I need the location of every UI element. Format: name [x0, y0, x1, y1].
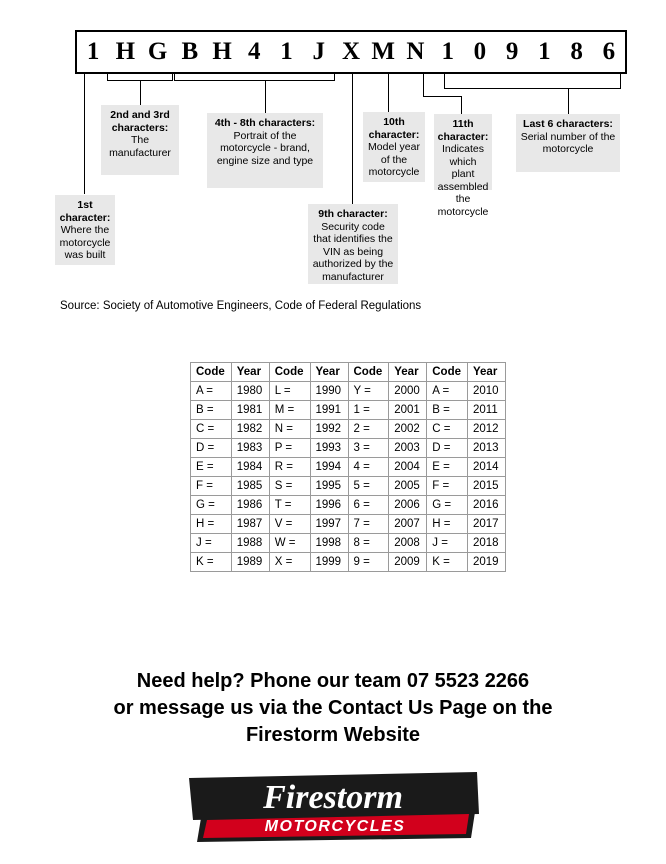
table-cell: 2007 [389, 515, 427, 534]
column-header: Year [231, 363, 269, 382]
table-cell: X = [269, 553, 310, 572]
table-cell: 1980 [231, 382, 269, 401]
callout-title: 4th - 8th characters: [214, 117, 316, 129]
table-cell: 4 = [348, 458, 389, 477]
leader-line-fourth-eighth-characters [265, 80, 266, 113]
callout-text: Indicates which plant assembled the motorcycle [437, 143, 489, 218]
table-cell: 2006 [389, 496, 427, 515]
table-cell: D = [191, 439, 232, 458]
table-cell: 2005 [389, 477, 427, 496]
bracket-tick-left [444, 74, 445, 89]
vin-character: 1 [441, 38, 454, 65]
help-line-3: Firestorm Website [245, 724, 421, 746]
table-cell: 1986 [231, 496, 269, 515]
callout-title: 10th character: [368, 116, 420, 141]
column-header: Year [468, 363, 506, 382]
table-row [191, 458, 506, 477]
table-cell: H = [427, 515, 468, 534]
table-cell: 2010 [468, 382, 506, 401]
callout-title: 11th character: [437, 118, 489, 143]
bracket-tick-left [174, 74, 175, 81]
table-cell: J = [427, 534, 468, 553]
table-cell: 2002 [389, 420, 427, 439]
table-cell: B = [191, 401, 232, 420]
callout-title: 1st character: [59, 199, 111, 224]
year-code-table [190, 362, 506, 572]
column-header: Year [310, 363, 348, 382]
table-cell: 2003 [389, 439, 427, 458]
vin-character: M [371, 38, 396, 65]
callout-title: Last 6 characters: [523, 118, 613, 130]
help-line-1: Need help? Phone our team 07 5523 2266 [136, 670, 530, 692]
table-cell: 1999 [310, 553, 348, 572]
vin-character: 0 [473, 38, 487, 65]
table-cell: 1996 [310, 496, 348, 515]
leader-line-tenth-character [388, 74, 389, 112]
vin-character: 1 [538, 38, 551, 65]
table-cell: R = [269, 458, 310, 477]
firestorm-motorcycles-logo [183, 768, 483, 848]
table-cell: 1998 [310, 534, 348, 553]
table-cell: 1 = [348, 401, 389, 420]
table-cell: 2016 [468, 496, 506, 515]
table-header-row [191, 363, 506, 382]
table-cell: J = [191, 534, 232, 553]
table-cell: 2013 [468, 439, 506, 458]
callout-title: 2nd and 3rd characters: [110, 109, 170, 134]
table-cell: 2015 [468, 477, 506, 496]
callout-eleventh-character [434, 114, 492, 218]
vin-character: 1 [86, 38, 100, 65]
leader-line-second-third-characters [140, 80, 141, 105]
vin-number-box [75, 30, 627, 74]
table-cell: 2017 [468, 515, 506, 534]
bracket-tick-right [172, 74, 173, 81]
table-cell: 2012 [468, 420, 506, 439]
table-cell: 1994 [310, 458, 348, 477]
table-cell: N = [269, 420, 310, 439]
table-cell: L = [269, 382, 310, 401]
table-cell: 2001 [389, 401, 427, 420]
table-cell: 2014 [468, 458, 506, 477]
table-cell: 1993 [310, 439, 348, 458]
table-cell: 1987 [231, 515, 269, 534]
table-cell: 2000 [389, 382, 427, 401]
leader-line-eleventh-character-2 [461, 96, 462, 114]
column-header: Code [348, 363, 389, 382]
bracket-tick-right [620, 74, 621, 89]
table-cell: 5 = [348, 477, 389, 496]
leader-elbow-eleventh-character [423, 96, 461, 97]
bracket-fourth-eighth-characters [174, 80, 334, 81]
callout-last-six-characters [516, 114, 620, 172]
table-cell: 1989 [231, 553, 269, 572]
callout-text: Security code that identifies the VIN as being authorized by the manufacturer [312, 220, 394, 283]
help-line-2: or message us via the Contact Us Page on the [113, 697, 553, 719]
callout-text: The manufacturer [109, 134, 171, 159]
vin-character: 1 [280, 38, 293, 65]
table-cell: 1981 [231, 401, 269, 420]
vin-character: X [341, 38, 361, 65]
table-cell: 1991 [310, 401, 348, 420]
table-cell: Y = [348, 382, 389, 401]
table-cell: C = [427, 420, 468, 439]
table-cell: 1982 [231, 420, 269, 439]
table-cell: F = [191, 477, 232, 496]
table-cell: D = [427, 439, 468, 458]
callout-tenth-character [363, 112, 425, 182]
leader-line-ninth-character [352, 74, 353, 204]
table-row [191, 477, 506, 496]
callout-text: Model year of the motorcycle [368, 141, 420, 178]
table-row [191, 420, 506, 439]
vin-character: J [312, 38, 325, 65]
table-cell: K = [191, 553, 232, 572]
vin-character: G [147, 38, 168, 65]
leader-line-last-six-characters [568, 88, 569, 115]
table-cell: B = [427, 401, 468, 420]
vin-character: 4 [248, 38, 261, 65]
vin-character: 9 [505, 38, 519, 65]
callout-ninth-character [308, 204, 398, 284]
table-cell: 7 = [348, 515, 389, 534]
table-cell: M = [269, 401, 310, 420]
table-cell: T = [269, 496, 310, 515]
table-cell: 2018 [468, 534, 506, 553]
leader-line-first-character [84, 74, 85, 194]
table-row [191, 515, 506, 534]
table-cell: A = [427, 382, 468, 401]
table-cell: 1995 [310, 477, 348, 496]
table-cell: 2011 [468, 401, 506, 420]
column-header: Year [389, 363, 427, 382]
callout-second-third-characters [101, 105, 179, 175]
callout-text: Serial number of the motorcycle [520, 130, 616, 155]
vin-character: H [212, 38, 232, 65]
table-cell: 2019 [468, 553, 506, 572]
vin-character: 8 [570, 38, 583, 65]
table-cell: S = [269, 477, 310, 496]
table-cell: K = [427, 553, 468, 572]
callout-fourth-eighth-characters [207, 113, 323, 188]
vin-character: N [406, 38, 425, 65]
table-cell: C = [191, 420, 232, 439]
table-cell: 1984 [231, 458, 269, 477]
logo-secondary-text: MOTORCYCLES [264, 818, 406, 835]
table-cell: 1983 [231, 439, 269, 458]
leader-line-eleventh-character [423, 74, 424, 96]
table-cell: 1988 [231, 534, 269, 553]
table-cell: 2008 [389, 534, 427, 553]
bracket-tick-right [334, 74, 335, 81]
bracket-tick-left [107, 74, 108, 81]
table-row [191, 553, 506, 572]
vin-character: 6 [602, 38, 616, 65]
table-row [191, 439, 506, 458]
table-cell: G = [427, 496, 468, 515]
table-cell: G = [191, 496, 232, 515]
table-cell: E = [191, 458, 232, 477]
bracket-last-six-characters [444, 88, 620, 89]
table-cell: V = [269, 515, 310, 534]
logo-primary-text: Firestorm [263, 779, 403, 816]
vin-character: H [115, 38, 136, 65]
table-cell: 3 = [348, 439, 389, 458]
table-cell: 1992 [310, 420, 348, 439]
table-row [191, 401, 506, 420]
table-cell: 1997 [310, 515, 348, 534]
table-cell: 8 = [348, 534, 389, 553]
table-cell: 2009 [389, 553, 427, 572]
table-cell: 2004 [389, 458, 427, 477]
table-cell: F = [427, 477, 468, 496]
table-cell: P = [269, 439, 310, 458]
table-cell: A = [191, 382, 232, 401]
table-row [191, 382, 506, 401]
column-header: Code [191, 363, 232, 382]
table-cell: 1990 [310, 382, 348, 401]
table-cell: 1985 [231, 477, 269, 496]
callout-title: 9th character: [318, 208, 388, 220]
callout-text: Where the motorcycle was built [59, 224, 111, 261]
table-cell: 6 = [348, 496, 389, 515]
source-note: Source: Society of Automotive Engineers, Code of Federal Regulations [60, 300, 422, 312]
table-cell: 2 = [348, 420, 389, 439]
help-message [0, 668, 666, 749]
table-cell: W = [269, 534, 310, 553]
callout-first-character [55, 195, 115, 265]
vin-character: B [181, 38, 199, 65]
table-row [191, 534, 506, 553]
table-row [191, 496, 506, 515]
column-header: Code [269, 363, 310, 382]
table-cell: 9 = [348, 553, 389, 572]
callout-text: Portrait of the motorcycle - brand, engine size and type [216, 129, 314, 167]
table-cell: E = [427, 458, 468, 477]
column-header: Code [427, 363, 468, 382]
table-cell: H = [191, 515, 232, 534]
